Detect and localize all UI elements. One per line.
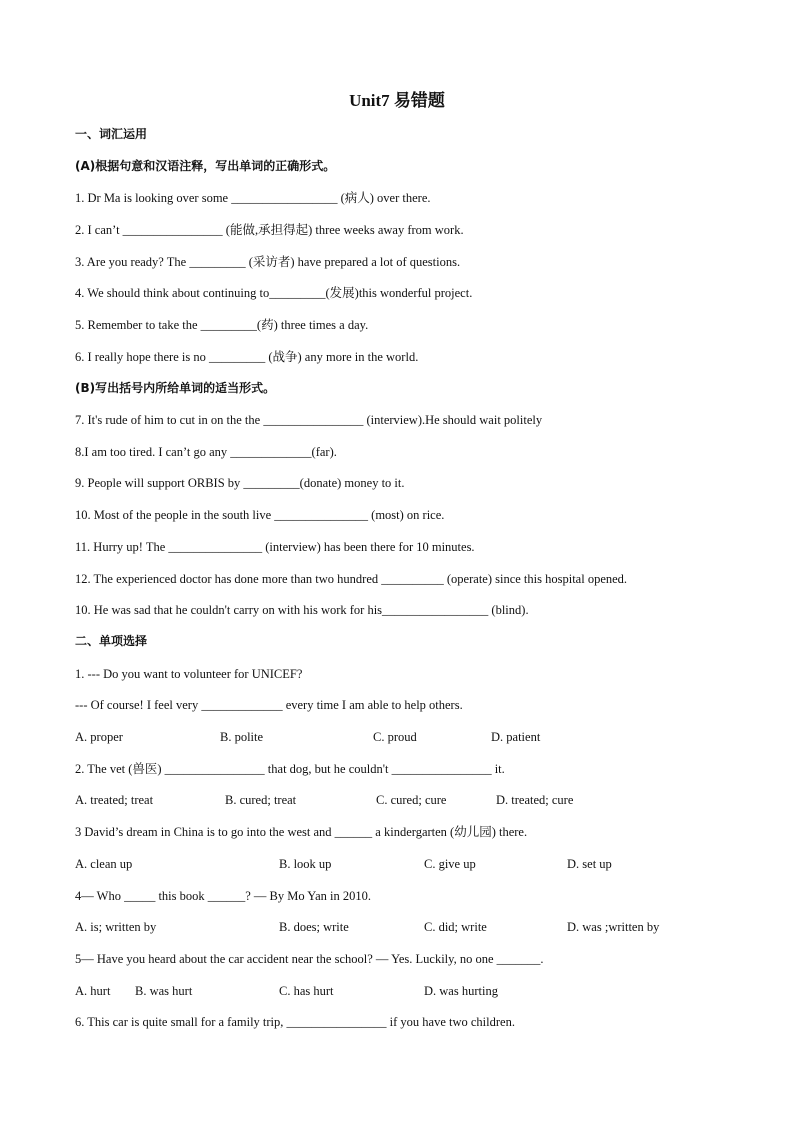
section2-heading: 二、单项选择 [75, 634, 148, 648]
option-b: B. does; write [279, 920, 349, 934]
question-5: 5— Have you heard about the car accident near the school? — Yes. Luckily, no one _______. [75, 952, 544, 966]
partB-item: 10. He was sad that he couldn't carry on with his work for his_________________ (blind). [75, 603, 529, 617]
question-1-line2: --- Of course! I feel very _____________ every time I am able to help others. [75, 698, 463, 712]
section1-heading: 一、词汇运用 [75, 127, 148, 141]
option-d: D. treated; cure [496, 793, 574, 807]
option-d: D. patient [491, 730, 541, 744]
option-d: D. was hurting [424, 984, 498, 998]
partB-item: 12. The experienced doctor has done more than two hundred __________ (operate) since this hospital opened. [75, 572, 628, 586]
option-c: C. did; write [424, 920, 487, 934]
partB-item: 7. It's rude of him to cut in on the the ________________ (interview).He should wait politely [75, 413, 543, 427]
question-4: 4— Who _____ this book ______? — By Mo Yan in 2010. [75, 889, 371, 903]
question-3: 3 David’s dream in China is to go into the west and ______ a kindergarten (幼儿园) there. [75, 825, 528, 839]
question-2: 2. The vet (兽医) ________________ that dog, but he couldn't ________________ it. [75, 762, 505, 776]
option-d: D. was ;written by [567, 920, 660, 934]
option-b: B. polite [220, 730, 264, 744]
partA-heading: (A)根据句意和汉语注释，写出单词的正确形式。 [75, 159, 336, 173]
option-a: A. treated; treat [75, 793, 154, 807]
partA-item: 4. We should think about continuing to_________(发展)this wonderful project. [75, 286, 473, 300]
partB-item: 8.I am too tired. I can’t go any _____________(far). [75, 445, 337, 459]
option-a: A. clean up [75, 857, 133, 871]
partA-item: 5. Remember to take the _________(药) three times a day. [75, 318, 369, 332]
option-a: A. is; written by [75, 920, 157, 934]
page-title: Unit7 易错题 [349, 91, 445, 110]
option-a: A. hurt [75, 984, 111, 998]
option-b: B. cured; treat [225, 793, 297, 807]
question-1-line1: 1. --- Do you want to volunteer for UNICEF? [75, 667, 303, 681]
partA-item: 2. I can’t ________________ (能做,承担得起) three weeks away from work. [75, 223, 464, 237]
partA-item: 1. Dr Ma is looking over some _________________ (病人) over there. [75, 191, 431, 205]
partB-item: 10. Most of the people in the south live _______________ (most) on rice. [75, 508, 445, 522]
option-c: C. proud [373, 730, 417, 744]
partA-item: 6. I really hope there is no _________ (战争) any more in the world. [75, 350, 419, 364]
option-a: A. proper [75, 730, 123, 744]
partB-heading: (B)写出括号内所给单词的适当形式。 [75, 381, 276, 395]
option-c: C. has hurt [279, 984, 334, 998]
option-b: B. was hurt [135, 984, 193, 998]
partB-item: 11. Hurry up! The _______________ (interview) has been there for 10 minutes. [75, 540, 475, 554]
partA-item: 3. Are you ready? The _________ (采访者) have prepared a lot of questions. [75, 255, 461, 269]
option-b: B. look up [279, 857, 332, 871]
partB-item: 9. People will support ORBIS by _________(donate) money to it. [75, 476, 405, 490]
option-c: C. give up [424, 857, 476, 871]
question-6: 6. This car is quite small for a family trip, ________________ if you have two children. [75, 1015, 515, 1029]
option-c: C. cured; cure [376, 793, 447, 807]
option-d: D. set up [567, 857, 612, 871]
